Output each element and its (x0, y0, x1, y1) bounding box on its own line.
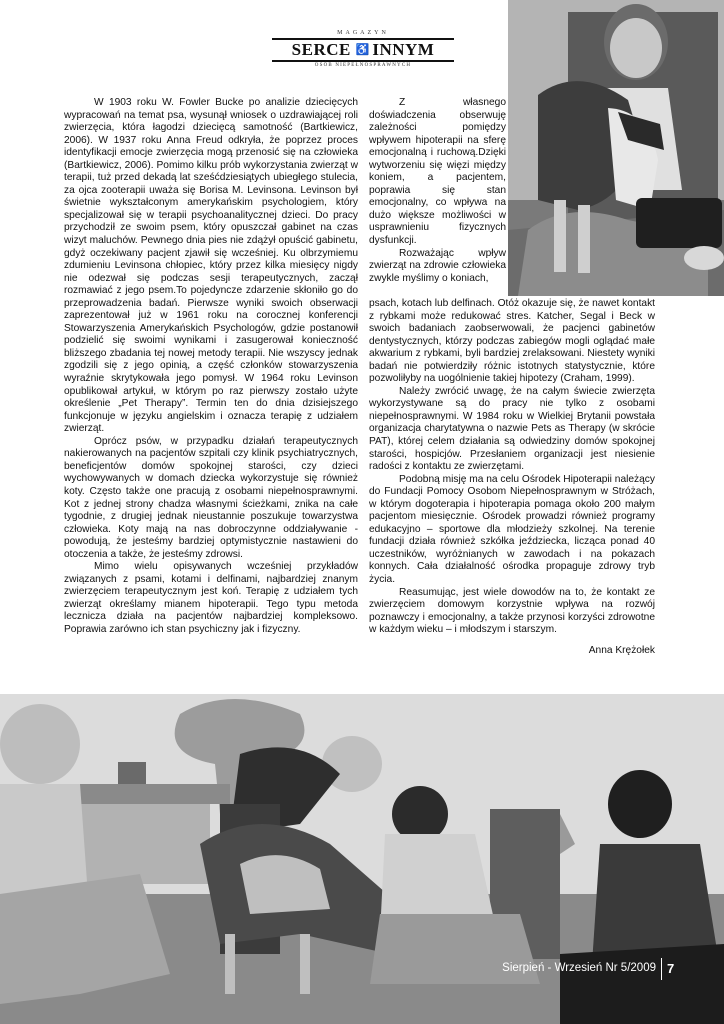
article-paragraph: psach, kotach lub delfinach. Otóż okazuje się, że nawet kontakt z rybkami może redukować stres. Katcher, Segal i Beck w swoich badaniach zaobserwowali, że pacjenci gabinetów dentystycznych, którzy podczas zabiegów mogli oglądać małe akwarium z rybkami, byli bardziej zrelaksowani. Niestety wyniki badań nie potwierdziły różnic istotnych statystycznie, które pozwoliłyby na uogólnienie takiej hipotezy (Craham, 1999). (369, 298, 655, 385)
photo-boy-with-husky (508, 0, 724, 296)
article-paragraph: Mimo wielu opisywanych wcześniej przykładów związanych z psami, kotami i delfinami, najbardziej znanym zwierzęciem terapeutycznym jest koń. Terapię z udziałem tych zwierząt określamy mianem hipoterapii. Tego typu metoda lecznicza działa na pacjentów najbardziej kompleksowo. Poprawia zarówno ich stan psychiczny jak i fizyczny. (64, 561, 358, 635)
footer-divider (661, 958, 662, 980)
article-column-left (64, 97, 358, 637)
masthead-title (272, 38, 454, 62)
article-paragraph: Należy zwrócić uwagę, że na całym świecie zwierzęta wykorzystywane są do pracy nie tylko z osobami niepełnosprawnymi. W 1984 roku w Wielkiej Brytanii powstała organizacja charytatywna o nazwie Pets as Therapy (w skrócie PAT), której celem działania są odwiedziny domów spokojnej starości, hospicjów. Przesłaniem organizacji jest niesienie radości z kontaktu ze zwierzętami. (369, 385, 655, 473)
author-signature: Anna Krężołek (588, 644, 655, 656)
masthead-kicker: MAGAZYN (337, 30, 389, 36)
masthead-title-right: INNYM (372, 40, 435, 59)
article-column-right (369, 298, 655, 657)
article-paragraph: W 1903 roku W. Fowler Bucke po analizie dziecięcych wypracowań na temat psa, wysunął wniosek o uzdrawiającej roli zwierzęcia, która łagodzi dziecięcą samotność (Bartkiewicz, 2006). W 1937 roku Anna Freud odkryła, że poprzez proces identyfikacji emocje zwierzęcia mogą przenosić się na człowieka (Bartkiewicz, 2006). Pomimo kilku prób wykorzystania zwierząt w terapii, tuż przed dekadą lat sześćdziesiątych ubiegłego stulecia, za ojca zooterapii uważa się Borisa M. Levinsona. Levinson był świetnie wykształconym amerykańskim psychologiem, który specjalizował się w terapii psychoanalitycznej dzieci. Do pracy przychodził ze swoim psem, który opuszczał gabinet na czas wizyt maluchów. Pewnego dnia pies nie zdążył opuścić gabinetu, gdyż oczekiwany pacjent zjawił się wcześniej. Ku olbrzymiemu zdumieniu Levinsona chłopiec, który przez kilka miesięcy nigdy nie odezwał się podczas sesji terapeutycznych, zaczął rozmawiać z jego psem.To pojedyncze zdarzenie skłoniło go do przeprowadzenia badań. Pierwsze wyniki swoich obserwacji zaprezentował już w 1961 roku na corocznej konferencji Stowarzyszenia Amerykańskich Psychologów, gdzie postanowił podzielić się swoimi wynikami i zasugerował konieczność bliższego zbadania tej nowej metody terapii. Nie wszyscy jednak zgodzili się z jego opinią, a część członków stowarzyszenia wyraźnie skrytykowała jego pomysł. W 1964 roku Levinson opublikował artykuł, w którym po raz pierwszy zostało użyte określenie „Pet Therapy”. Termin ten do dnia dzisiejszego funkcjonuje w języku angielskim i oznacza terapię z udziałem zwierząt. (64, 97, 358, 435)
article-paragraph: Podobną misję ma na celu Ośrodek Hipoterapii należący do Fundacji Pomocy Osobom Niepełnosprawnym w Stróżach, w którym dogoterapia i hipoterapia pomaga około 200 małym pacjentom miesięcznie. Ośrodek prowadzi również programy edukacyjno – sportowe dla młodzieży szkolnej. Na terenie fundacji działa również szkółka jeździecka, licząca ponad 40 uczestników, wyróżnianych w zawodach i na pokazach konnych. Cała działalność ośrodka propaguje zdrowy tryb życia. (369, 473, 655, 586)
masthead (272, 30, 454, 68)
article-paragraph: Reasumując, jest wiele dowodów na to, że kontakt ze zwierzęciem domowym korzystnie wpływa na rozwój poznawczy i emocjonalny, a także przynosi korzyści zdrowotne w każdym wieku – i młodszym i starszym. (369, 586, 655, 636)
page-number: 7 (667, 961, 675, 976)
issue-label: Sierpień - Wrzesień Nr 5/2009 (502, 962, 656, 974)
article-paragraph: Z własnego doświadczenia obserwuję zależności pomiędzy wpływem hipoterapii na sferę emocjonalną i ruchową.Dzięki wytworzeniu się więzi między koniem, a pacjentem, poprawia się stan emocjonalny, co wpływa na dużo większe możliwości w usprawnieniu fizycznych dysfunkcji. (369, 97, 506, 247)
article-paragraph: Oprócz psów, w przypadku działań terapeutycznych nakierowanych na pacjentów szpitali czy klinik psychiatrycznych, beneficjentów domów spokojnej starości, czy dzieci wychowywanych w domach dziecka wykorzystuje się również koty. Często także one pracują z osobami niepełnosprawnymi. Kot z jednej strony chadza własnymi ścieżkami, znika na całe tygodnie, z drugiej jednak nieustannie poszukuje towarzystwa człowieka. Koty mają na nas dobroczynne oddziaływanie - powodują, że jesteśmy bardziej optymistycznie nastawieni do otoczenia a także, że jesteśmy zdrowsi. (64, 435, 358, 560)
page-footer (0, 958, 724, 982)
article-paragraph: Rozważając wpływ zwierząt na zdrowie człowieka zwykle myślimy o koniach, (369, 247, 506, 284)
wheelchair-icon: ♿ (355, 44, 370, 56)
article-column-right-narrow (369, 97, 506, 285)
masthead-subtitle: OSÓB NIEPEŁNOSPRAWNYCH (314, 63, 412, 68)
masthead-title-left: SERCE (291, 40, 351, 59)
